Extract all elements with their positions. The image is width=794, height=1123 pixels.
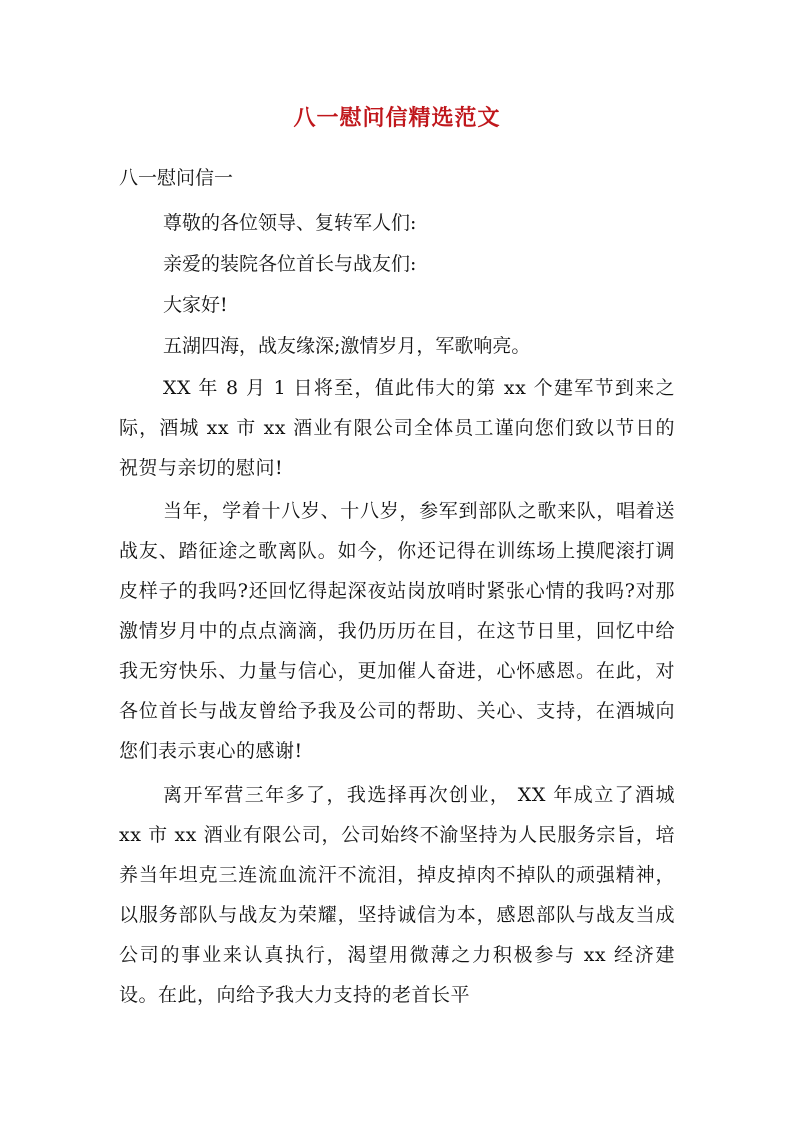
paragraph-1: XX 年 8 月 1 日将至，值此伟大的第 xx 个建军节到来之际，酒城 xx 市 xx 酒业有限公司全体员工谨向您们致以节日的祝贺与亲切的慰问! [119,377,675,479]
section-heading: 八一慰问信一 [119,167,234,189]
greeting: 大家好! [163,294,228,316]
paragraph-2: 当年，学着十八岁、十八岁，参军到部队之歌来队，唱着送战友、踏征途之歌离队。如今，你还记得在训练场上摸爬滚打调皮样子的我吗?还回忆得起深夜站岗放哨时紧张心情的我吗?对那激情岁月中的点点滴滴，我仍历历在目，在这节日里，回忆中给我无穷快乐、力量与信心，更加催人奋进，心怀感恩。在此，对各位首长与战友曾给予我及公司的帮助、关心、支持，在酒城向您们表示衷心的感谢! [119,500,675,762]
salutation-leaders: 尊敬的各位领导、复转军人们: [163,212,417,234]
motto: 五湖四海，战友缘深;激情岁月，军歌响亮。 [163,335,531,357]
paragraph-3: 离开军营三年多了，我选择再次创业， XX 年成立了酒城 xx 市 xx 酒业有限公司，公司始终不渝坚持为人民服务宗旨，培养当年坦克三连流血流汗不流泪，掉皮掉肉不掉队的顽强精神，以服务部队与战友为荣耀，坚持诚信为本，感恩部队与战友当成公司的事业来认真执行，渴望用微薄之力积极参与 xx 经济建设。在此，向给予我大力支持的老首长平 [119,784,675,1006]
document-title: 八一慰问信精选范文 [293,105,501,131]
salutation-comrades: 亲爱的装院各位首长与战友们: [163,253,417,275]
